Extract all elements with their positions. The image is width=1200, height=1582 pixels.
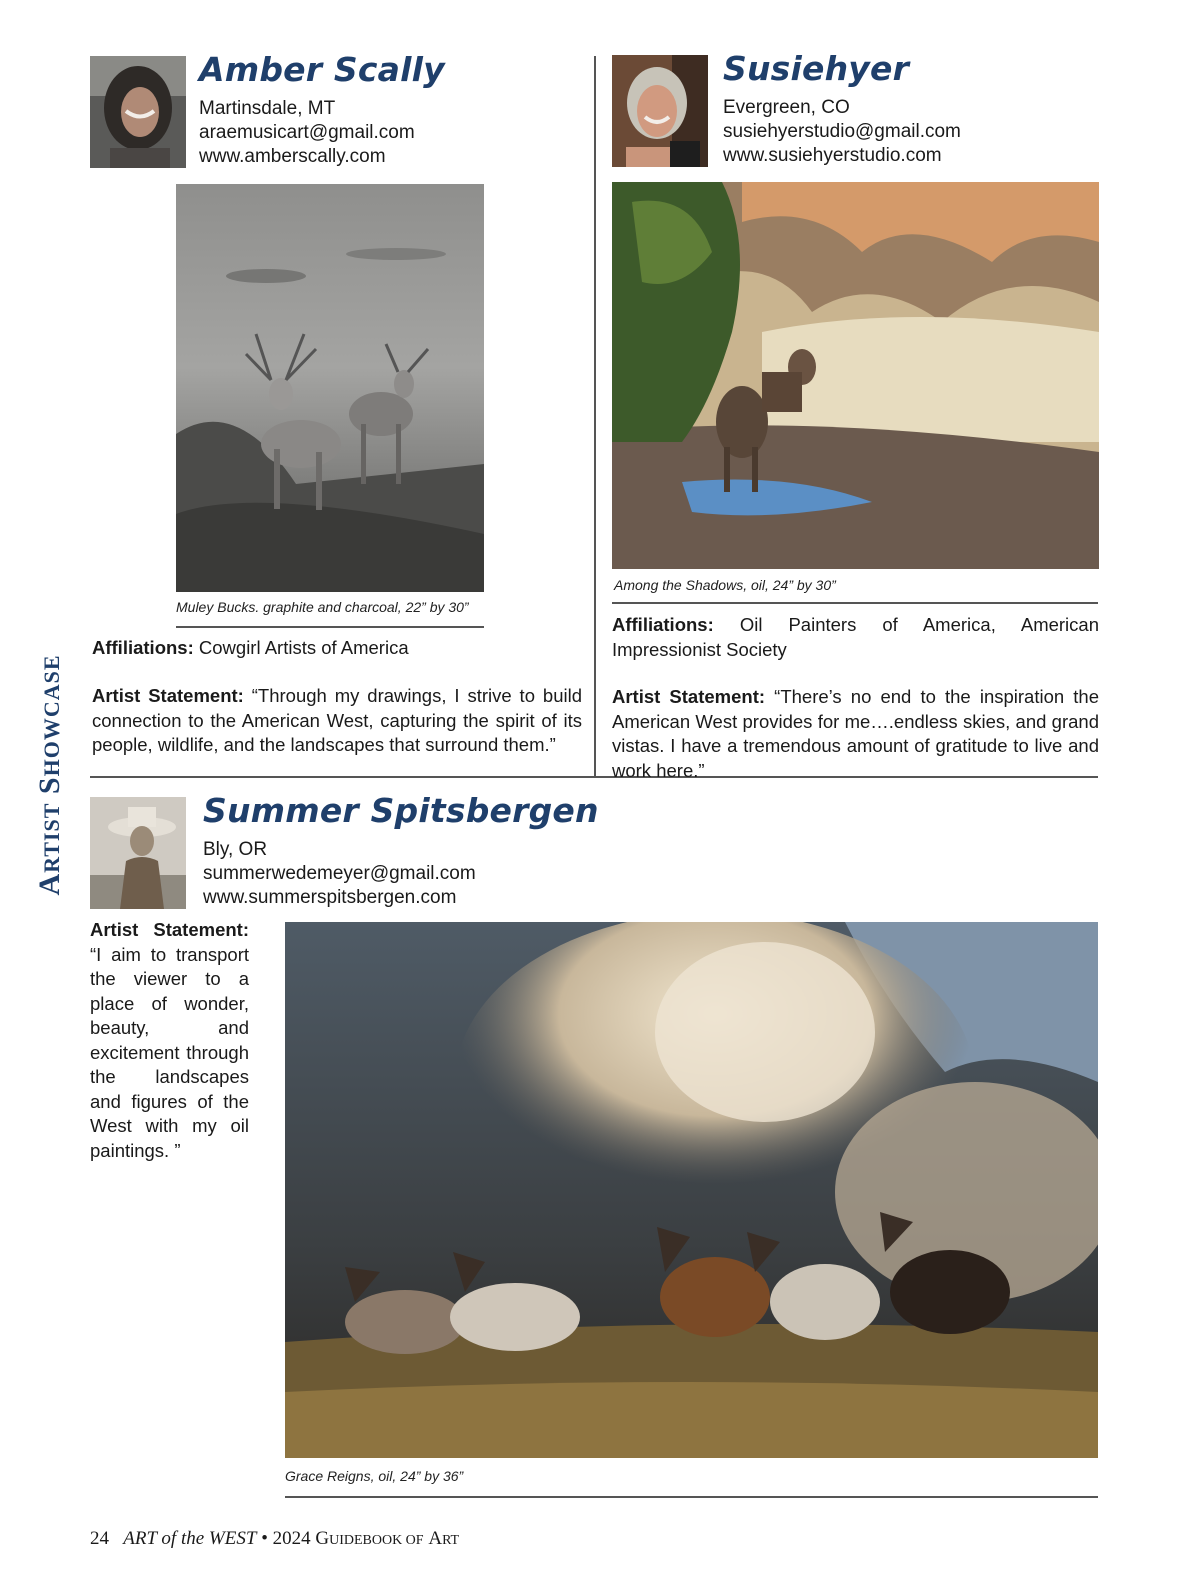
affiliations xyxy=(612,613,1099,662)
caption-rule xyxy=(612,602,1098,604)
artist-location: Bly, OR xyxy=(203,839,268,860)
footer-bullet: • xyxy=(261,1528,268,1549)
page-number: 24 xyxy=(90,1528,109,1549)
magazine-title: ART of the WEST xyxy=(123,1528,257,1549)
artist-name: Susiehyer xyxy=(723,49,910,88)
artist-website[interactable]: www.susiehyerstudio.com xyxy=(723,145,942,166)
statement-text: “Through my drawings, I strive to build connection to the American West, capturing the spirit of its people, wildlife, and the landscapes that surround them.” xyxy=(92,685,582,755)
statement-label: Artist Statement: xyxy=(612,686,766,707)
artist-location: Evergreen, CO xyxy=(723,97,850,118)
affiliations-label: Affiliations: xyxy=(612,614,714,635)
caption-rule xyxy=(285,1496,1098,1498)
artist-website[interactable]: www.amberscally.com xyxy=(199,146,386,167)
affiliations-label: Affiliations: xyxy=(92,637,194,658)
column-divider xyxy=(594,56,596,776)
artist-name: Amber Scally xyxy=(199,50,445,89)
caption-rule xyxy=(176,626,484,628)
affiliations-text: Oil Painters of America, American Impressionist Society xyxy=(612,614,1099,660)
affiliations-text: Cowgirl Artists of America xyxy=(198,637,409,658)
artist-statement xyxy=(90,918,249,1163)
guidebook-year: 2024 xyxy=(272,1528,311,1549)
artist-website[interactable]: www.summerspitsbergen.com xyxy=(203,887,457,908)
artist-location: Martinsdale, MT xyxy=(199,98,336,119)
page-footer xyxy=(90,1528,459,1550)
artist-portrait xyxy=(90,797,186,909)
section-tab: ARTIST SHOWCASE xyxy=(33,654,66,896)
artist-contact xyxy=(199,97,415,169)
statement-label: Artist Statement: xyxy=(90,919,249,940)
artwork-caption: Among the Shadows, oil, 24” by 30” xyxy=(614,577,836,593)
artist-email[interactable]: araemusicart@gmail.com xyxy=(199,122,415,143)
artist-statement xyxy=(92,684,582,758)
statement-label: Artist Statement: xyxy=(92,685,244,706)
artist-contact xyxy=(203,838,476,910)
artist-email[interactable]: summerwedemeyer@gmail.com xyxy=(203,863,476,884)
affiliations xyxy=(92,636,582,661)
guidebook-label: GUIDEBOOK OF ART xyxy=(315,1528,460,1549)
artwork-image xyxy=(612,182,1099,569)
artist-portrait xyxy=(612,55,708,167)
artist-name: Summer Spitsbergen xyxy=(203,791,599,830)
artwork-caption: Muley Bucks. graphite and charcoal, 22” by 30” xyxy=(176,599,469,615)
statement-text: “There’s no end to the inspiration the American West provides for me….endless skies, and grand vistas. I have a tremendous amount of gratitude to live and work here.” xyxy=(612,686,1099,781)
artwork-image xyxy=(285,922,1098,1458)
statement-text: “I aim to transport the viewer to a place of wonder, beauty, and excitement through the landscapes and figures of the West with my oil paintings. ” xyxy=(90,943,249,1161)
artwork-image xyxy=(176,184,484,592)
artist-contact xyxy=(723,96,961,168)
artist-portrait xyxy=(90,56,186,168)
artwork-caption: Grace Reigns, oil, 24” by 36” xyxy=(285,1468,464,1484)
artist-statement xyxy=(612,685,1099,783)
artist-email[interactable]: susiehyerstudio@gmail.com xyxy=(723,121,961,142)
